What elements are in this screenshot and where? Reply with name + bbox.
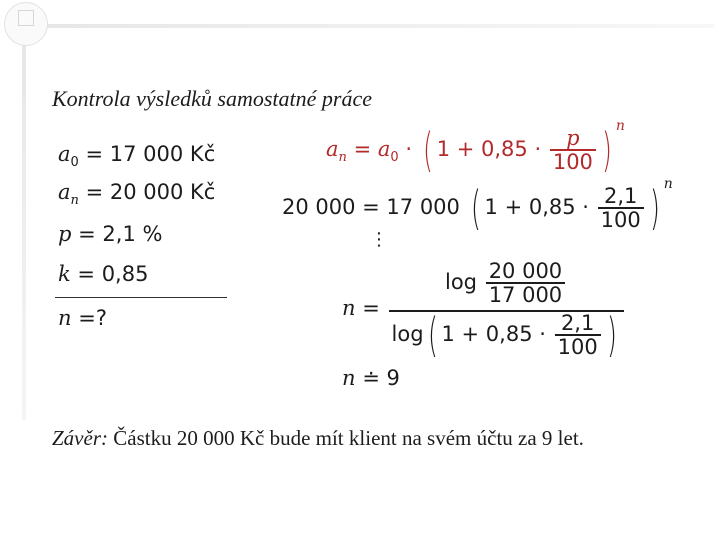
given-n: n =? xyxy=(58,306,107,330)
step-1: 20 000 = 17 000 ( 1 + 0,85 · $\frac{2,1}{100}$ ) $^n$ xyxy=(282,176,673,235)
given-a0: $a_0 = 17$ 000 Kč xyxy=(58,142,216,170)
given-p: p = 2,1 % xyxy=(58,222,163,246)
page-title: Kontrola výsledků samostatné práce xyxy=(52,86,372,111)
formula: $a_n = a_0$ · ( 1 + 0,85 · $\frac{p}{100}$ ) $^n$ xyxy=(326,118,625,177)
conclusion-label: Závěr: xyxy=(52,426,108,450)
left-frame-line xyxy=(22,30,26,420)
conclusion xyxy=(52,426,584,451)
school-logo-icon xyxy=(4,2,48,46)
conclusion-text: Částku 20 000 Kč bude mít klient na svém účtu za 9 let. xyxy=(108,426,584,450)
given-separator xyxy=(55,297,227,298)
given-k: k = 0,85 xyxy=(58,262,149,286)
top-frame-line xyxy=(24,24,714,28)
continuation-dots: ⋮ xyxy=(370,229,388,250)
step-2: n = log $\frac{20 000}{17 000}$ log( 1 + 0,85 · $\frac{2,1}{100}$ ) xyxy=(342,260,626,358)
logo-mark xyxy=(18,10,34,26)
given-an: $a_n = 20$ 000 Kč xyxy=(58,180,216,208)
result: n ≐ 9 xyxy=(342,366,400,390)
